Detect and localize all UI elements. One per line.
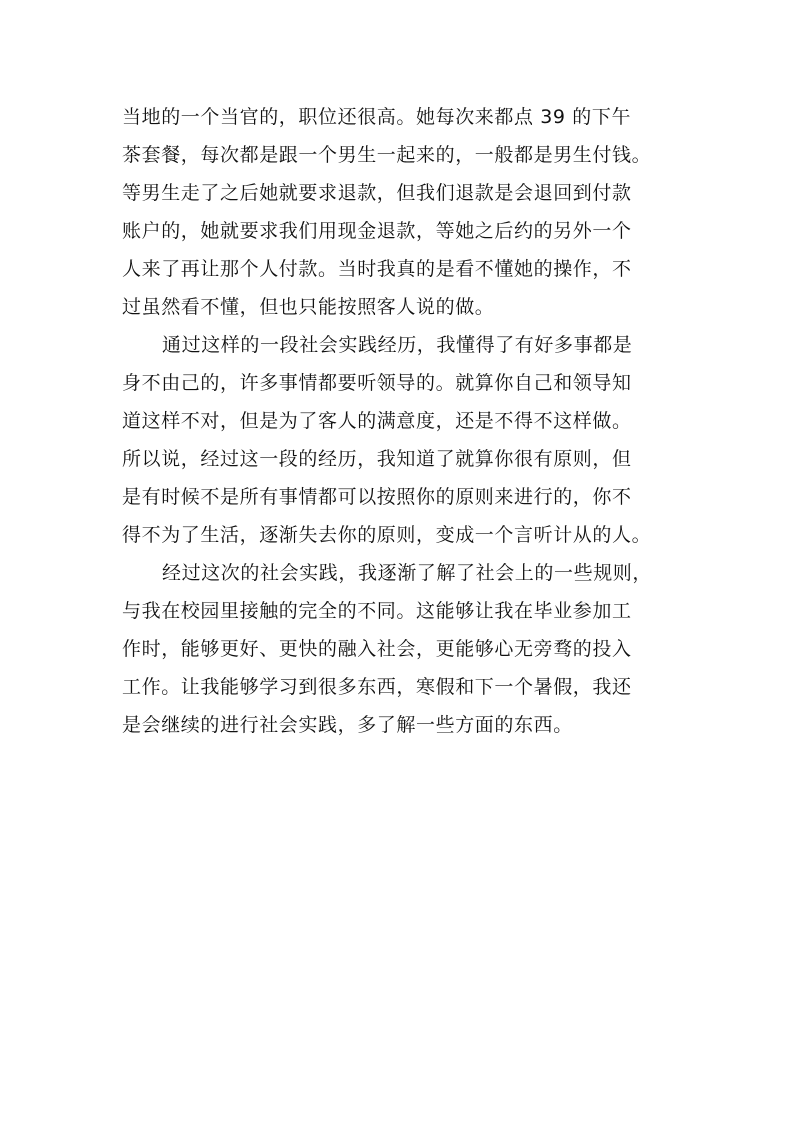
text-line: 经过这次的社会实践，我逐渐了解了社会上的一些规则， (162, 562, 653, 584)
text-line: 身不由己的，许多事情都要听领导的。就算你自己和领导知 (122, 372, 632, 394)
text-line: 与我在校园里接触的完全的不同。这能够让我在毕业参加工 (122, 600, 632, 622)
text-line: 当地的一个当官的，职位还很高。她每次来都点 39 的下午 (122, 106, 632, 128)
text-line: 所以说，经过这一段的经历，我知道了就算你很有原则，但 (122, 448, 632, 470)
text-line: 作时，能够更好、更快的融入社会，更能够心无旁骛的投入 (122, 638, 632, 660)
text-line: 人来了再让那个人付款。当时我真的是看不懂她的操作，不 (122, 258, 632, 280)
text-line: 道这样不对，但是为了客人的满意度，还是不得不这样做。 (122, 410, 632, 432)
text-line: 等男生走了之后她就要求退款，但我们退款是会退回到付款 (122, 182, 632, 204)
paragraph-1 (122, 98, 682, 326)
text-line: 过虽然看不懂，但也只能按照客人说的做。 (122, 296, 495, 318)
text-line: 账户的，她就要求我们用现金退款，等她之后约的另外一个 (122, 220, 632, 242)
text-line: 得不为了生活，逐渐失去你的原则，变成一个言听计从的人。 (122, 524, 652, 546)
text-line: 通过这样的一段社会实践经历，我懂得了有好多事都是 (162, 334, 633, 356)
text-line: 茶套餐，每次都是跟一个男生一起来的，一般都是男生付钱。 (122, 144, 652, 166)
text-line: 是会继续的进行社会实践，多了解一些方面的东西。 (122, 714, 573, 736)
paragraph-3 (122, 554, 682, 744)
body-text (122, 98, 682, 744)
paragraph-2 (122, 326, 682, 554)
text-line: 工作。让我能够学习到很多东西，寒假和下一个暑假，我还 (122, 676, 632, 698)
text-line: 是有时候不是所有事情都可以按照你的原则来进行的，你不 (122, 486, 632, 508)
